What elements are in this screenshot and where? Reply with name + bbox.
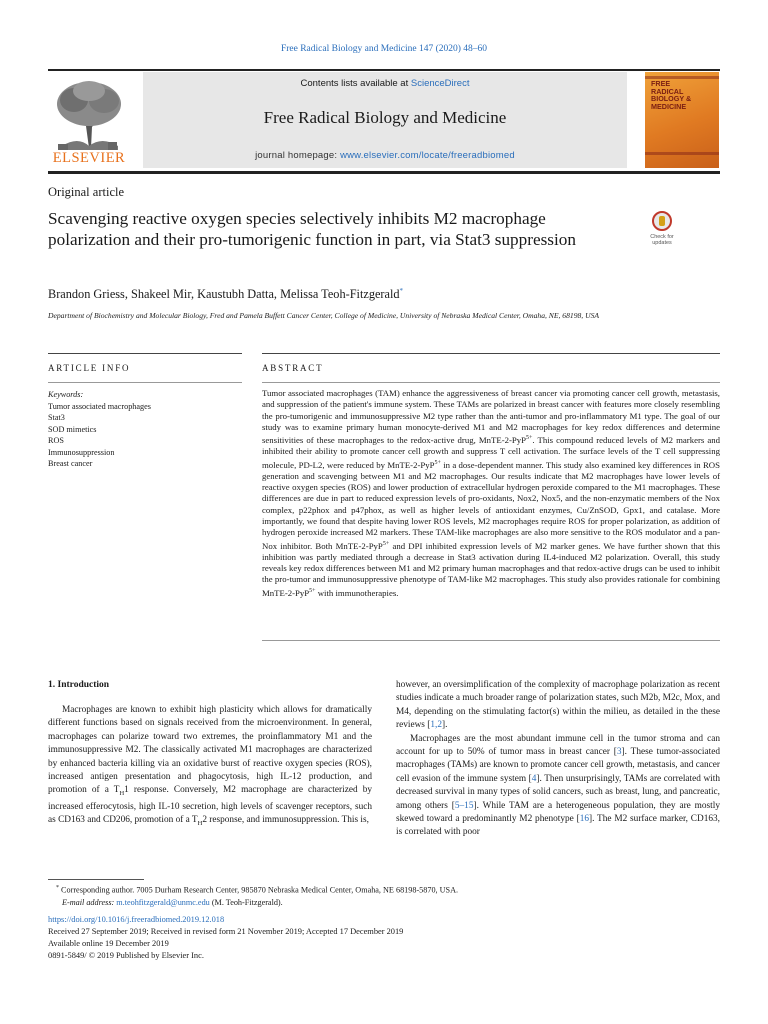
- publication-info: [48, 914, 720, 962]
- abstract-segment: in a dose-dependent manner. This study also examined key differences in ROS generation and scavenging between M1 and M2 macrophages. Our results indicate that M2 macrophages have lower levels of reactive oxygen species (ROS) and lower production of extracellular hydrogen peroxide compared to the M1 macrophages. These differences are due in part to reduced expression levels of pro-oxidants, Nox2, Nox5, and the non-enzymatic members of the Nox complex, p22phox and p47phox, as well as higher levels of antioxidant enzymes, Cu/ZnSOD, Gpx1, and catalase. More importantly, we found that despite having lower ROS levels, M2 macrophages require ROS for proper polarization, as addition of hydrogen peroxide increased M2 markers. These TAM-like macrophages are also more sensitive to the ROS modulator and a pan-Nox inhibitor. Both MnTE-2-PyP: [262, 459, 720, 551]
- intro-text: ]. While TAM are a heterogeneous population, they are mostly skewed toward a predominantly M2 phenotype [: [396, 800, 720, 825]
- article-info-rule-top: [48, 353, 242, 354]
- reference-link[interactable]: 4: [531, 773, 537, 784]
- journal-homepage-link[interactable]: www.elsevier.com/locate/freeradbiomed: [340, 150, 515, 161]
- footnote-text: Corresponding author. 7005 Durham Research Center, 985870 Nebraska Medical Center, Omaha, NE 68198-5870, USA.: [61, 885, 459, 895]
- footnote-corresponding: [48, 882, 720, 897]
- abstract-rule-bottom: [262, 640, 720, 641]
- abstract-segment: Tumor associated macrophages (TAM) enhance the aggressiveness of breast cancer via promoting cancer cell growth, metastasis, and suppression of the patient's immune system. These TAMs are polarized in breast cancer with features more closely resembling the pro-tumorigenic and immunosuppressive M2 type rather than the anti-tumor and pro-inflammatory M1 type. The goal of our study was to examine primary human monocyte-derived M1 and M2 macrophages for key redox differences and determine sensitivities of these macrophages to the redox-active drug, MnTE-2-PyP: [262, 388, 720, 446]
- keyword-item: Immunosuppression: [48, 447, 115, 457]
- cover-title: FREE RADICAL BIOLOGY & MEDICINE: [651, 79, 692, 111]
- header-rule-top: [48, 69, 720, 71]
- journal-citation-link[interactable]: Free Radical Biology and Medicine 147 (2020) 48–60: [280, 44, 488, 54]
- keyword-item: SOD mimetics: [48, 424, 97, 434]
- intro-text: 1 response. Conversely, M2 macrophage are characterized by increased efferocytosis, high IL-10 secretion, high levels of scavenger receptors, such as CD163 and CD206, promotion of a T: [48, 785, 372, 826]
- reference-link[interactable]: 3: [616, 747, 622, 758]
- intro-paragraph: [396, 679, 720, 733]
- abstract-body: [262, 388, 720, 599]
- abstract-segment: and DPI inhibited expression levels of M2 marker genes. We have further shown that this inhibition was partly mediated through a decrease in Stat3 activation during IL4-induced M2 polarization. Overall, this study reveals key redox differences between M1 and M2 primary human macrophages and that redox-active drugs can be used to inhibit the pro-tumor and immunosuppressive phenotype of TAM-like M2 macrophages. This study also provides rationale for combining MnTE-2-PyP: [262, 540, 720, 598]
- keyword-item: ROS: [48, 436, 64, 445]
- journal-title: Free Radical Biology and Medicine: [263, 108, 507, 127]
- sciencedirect-link[interactable]: ScienceDirect: [410, 78, 470, 89]
- contents-prefix: Contents lists available at: [300, 78, 411, 89]
- author-list: [48, 287, 403, 302]
- intro-text: ]. These tumor-associated macrophages (TAMs) are known to promote cancer cell growth, metastasis, and cancer cell evasion of the immune system [: [396, 747, 720, 784]
- abstract-superscript: 5+: [434, 459, 441, 466]
- homepage-label: journal homepage:: [255, 150, 341, 161]
- cover-stripe-bottom: [645, 152, 719, 155]
- intro-text: however, an oversimplification of the complexity of macrophage polarization as recent studies indicate a much broader range of polarization states, such M2b, M2c, Mox, and M4, depending on the stimulating factor(s) within the milieu, as detailed in the these reviews [: [396, 680, 721, 731]
- journal-cover-thumbnail[interactable]: [645, 72, 719, 168]
- check-for-updates-button[interactable]: [644, 211, 680, 251]
- article-info-heading: ARTICLE INFO: [48, 363, 131, 373]
- abstract-rule-top: [262, 353, 720, 354]
- keyword-item: Stat3: [48, 413, 65, 422]
- received-dates: Received 27 September 2019; Received in revised form 21 November 2019; Accepted 17 December 2019: [48, 927, 404, 936]
- intro-subscript: H: [119, 790, 125, 798]
- footnote-rule: [48, 879, 144, 880]
- intro-text: ]. The M2 surface marker, CD163, is correlated with poor: [396, 814, 720, 838]
- intro-text: Macrophages are the most abundant immune cell in the tumor stroma and can account for up to 50% of tumor mass in breast cancer [: [396, 733, 720, 758]
- corresponding-author-mark[interactable]: *: [399, 287, 404, 295]
- corresponding-author-footnote: [48, 882, 720, 909]
- keyword-item: Breast cancer: [48, 459, 93, 468]
- intro-subscript: H: [197, 819, 203, 827]
- introduction-heading: 1. Introduction: [48, 680, 110, 690]
- cover-stripe-top: [645, 76, 719, 79]
- reference-link[interactable]: 1,2: [430, 720, 442, 731]
- abstract-superscript: 5+: [526, 435, 533, 442]
- abstract-heading: ABSTRACT: [262, 363, 324, 373]
- journal-homepage-line: [143, 150, 627, 161]
- keyword-item: Tumor associated macrophages: [48, 401, 151, 411]
- keywords-label: Keywords:: [48, 390, 84, 399]
- check-updates-icon: [652, 211, 672, 231]
- author-names: Brandon Griess, Shakeel Mir, Kaustubh Datta, Melissa Teoh-Fitzgerald: [48, 287, 400, 302]
- check-updates-label: Check for updates: [650, 234, 674, 246]
- footnote-email-line: [48, 897, 720, 909]
- footnote-star: *: [56, 885, 59, 891]
- article-info-rule-bottom: [48, 382, 242, 383]
- copyright-line: 0891-5849/ © 2019 Published by Elsevier Inc.: [48, 951, 204, 960]
- keywords-list: [48, 389, 242, 470]
- reference-link[interactable]: 5–15: [454, 800, 474, 811]
- abstract-superscript: 5+: [382, 540, 390, 547]
- intro-paragraph: [396, 733, 720, 840]
- article-title: Scavenging reactive oxygen species selectively inhibits M2 macrophage polarization and their pro-tumorigenic function in part, via Stat3 suppression: [48, 209, 576, 249]
- intro-text: ].: [441, 720, 448, 731]
- email-link[interactable]: m.teohfitzgerald@unmc.edu: [116, 897, 210, 907]
- elsevier-wordmark: ELSEVIER: [52, 150, 126, 166]
- available-online-date: Available online 19 December 2019: [48, 939, 169, 948]
- intro-text: 2 response, and immunosuppression. This is,: [202, 815, 369, 826]
- abstract-rule-bottom-heading: [262, 382, 720, 383]
- author-affiliation: Department of Biochemistry and Molecular Biology, Fred and Pamela Buffett Cancer Center, College of Medicine, University of Nebraska Medical Center, Omaha, NE, 68198, USA: [48, 311, 600, 320]
- reference-link[interactable]: 16: [579, 814, 589, 825]
- header-rule-bottom: [48, 171, 720, 174]
- intro-text: ]. Then unsurprisingly, TAMs are correlated with decreased survival in many types of solid cancers, such as breast, lung, and pancreatic, among others [: [396, 773, 720, 811]
- elsevier-logo[interactable]: [48, 74, 130, 166]
- abstract-superscript: 5+: [309, 587, 316, 594]
- email-suffix: (M. Teoh-Fitzgerald).: [209, 897, 283, 907]
- introduction-left-column: [48, 704, 372, 830]
- abstract-segment: . This compound reduced levels of M2 markers and inhibited their ability to promote cancer cell growth and suppress T cell activation. The surface levels of the T cell suppressing molecule, PD-L2, were reduced by MnTE-2-PyP: [262, 435, 720, 470]
- doi-link[interactable]: https://doi.org/10.1016/j.freeradbiomed.2019.12.018: [48, 915, 225, 924]
- introduction-right-column: [396, 679, 720, 840]
- article-type: Original article: [48, 185, 125, 199]
- contents-available-line: [143, 78, 627, 89]
- email-label: E-mail address:: [62, 897, 115, 907]
- intro-text: Macrophages are known to exhibit high plasticity which allows for dramatically different functions based on signals received from the microenvironment. In general, macrophages can polarize toward two extremes, the proinflammatory M1 and the immunosuppressive M2. The classically activated M1 macrophages are characterized by enhanced bacteria killing via an oxidative burst of reactive oxygen species (ROS), increased antigen presentation and phagocytosis, high IL-12 production, and promotion of a T: [48, 705, 372, 796]
- abstract-segment: with immunotherapies.: [315, 587, 399, 598]
